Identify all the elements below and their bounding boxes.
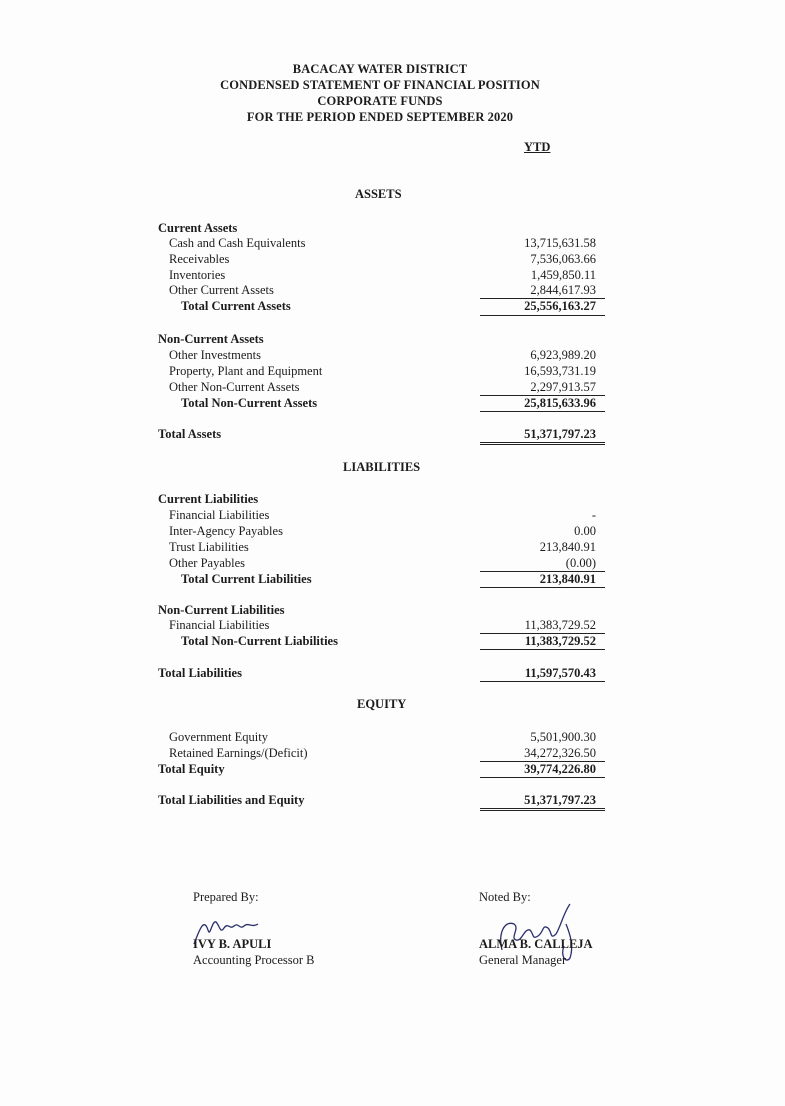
line-item-label: Other Non-Current Assets <box>169 380 300 394</box>
line-item-amount: 7,536,063.66 <box>530 252 596 266</box>
line-item-label: Other Investments <box>169 348 261 362</box>
subtotal-amount: 25,556,163.27 <box>524 299 596 313</box>
grand-total-amount: 51,371,797.23 <box>524 793 596 807</box>
subtotal-label: Total Current Assets <box>181 299 291 313</box>
subtotal-amount: 25,815,633.96 <box>524 396 596 410</box>
total-liabilities-amount: 11,597,570.43 <box>524 666 596 680</box>
column-header-ytd: YTD <box>524 140 551 154</box>
line-item-label: Inventories <box>169 268 226 282</box>
total-equity-amount: 39,774,226.80 <box>524 762 596 776</box>
group-label-current-assets: Current Assets <box>158 221 238 235</box>
preparer-title: Accounting Processor B <box>193 953 315 967</box>
line-item-label: Retained Earnings/(Deficit) <box>169 746 308 760</box>
line-item-amount: 0.00 <box>574 524 596 538</box>
total-underline <box>480 681 605 682</box>
line-item-amount: 13,715,631.58 <box>524 236 596 250</box>
group-label-noncurrent-liabilities: Non-Current Liabilities <box>158 603 285 617</box>
section-title-equity: EQUITY <box>357 697 407 711</box>
line-item-amount: 2,844,617.93 <box>530 283 596 297</box>
line-item-label: Property, Plant and Equipment <box>169 364 323 378</box>
subtotal-underline <box>480 315 605 316</box>
line-item-amount: 2,297,913.57 <box>530 380 596 394</box>
subtotal-underline <box>480 411 605 412</box>
period-label: FOR THE PERIOD ENDED SEPTEMBER 2020 <box>246 110 514 124</box>
double-underline <box>480 808 605 811</box>
preparer-name: IVY B. APULI <box>193 937 272 951</box>
company-name: BACACAY WATER DISTRICT <box>292 62 468 76</box>
line-item-amount: 16,593,731.19 <box>524 364 596 378</box>
line-item-label: Other Current Assets <box>169 283 274 297</box>
line-item-label: Other Payables <box>169 556 246 570</box>
subtotal-label: Total Non-Current Liabilities <box>181 634 338 648</box>
subtotal-label: Total Non-Current Assets <box>181 396 318 410</box>
grand-total-label: Total Liabilities and Equity <box>158 793 305 807</box>
subtotal-underline <box>480 777 605 778</box>
line-item-amount: 5,501,900.30 <box>530 730 596 744</box>
line-item-label: Financial Liabilities <box>169 618 270 632</box>
line-item-label: Government Equity <box>169 730 268 744</box>
line-item-amount: 213,840.91 <box>539 540 596 554</box>
line-item-amount: (0.00) <box>565 556 596 570</box>
group-label-current-liabilities: Current Liabilities <box>158 492 259 506</box>
double-underline <box>480 442 605 445</box>
prepared-by-caption: Prepared By: <box>193 890 259 904</box>
noter-name: ALMA B. CALLEJA <box>479 937 593 951</box>
fund-type: CORPORATE FUNDS <box>317 94 443 108</box>
noted-by-caption: Noted By: <box>479 890 531 904</box>
line-item-amount: 11,383,729.52 <box>524 618 596 632</box>
subtotal-underline <box>480 649 605 650</box>
group-label-noncurrent-assets: Non-Current Assets <box>158 332 264 346</box>
line-item-amount: 6,923,989.20 <box>530 348 596 362</box>
subtotal-underline <box>480 587 605 588</box>
statement-title: CONDENSED STATEMENT OF FINANCIAL POSITION <box>220 78 540 92</box>
line-item-amount: - <box>591 508 596 522</box>
section-title-assets: ASSETS <box>355 187 402 201</box>
section-title-liabilities: LIABILITIES <box>343 460 421 474</box>
total-equity-label: Total Equity <box>158 762 225 776</box>
line-item-label: Inter-Agency Payables <box>169 524 283 538</box>
line-item-amount: 1,459,850.11 <box>530 268 596 282</box>
subtotal-amount: 213,840.91 <box>539 572 596 586</box>
line-item-label: Cash and Cash Equivalents <box>169 236 306 250</box>
line-item-label: Financial Liabilities <box>169 508 270 522</box>
subtotal-label: Total Current Liabilities <box>181 572 312 586</box>
line-item-label: Trust Liabilities <box>169 540 249 554</box>
total-assets-amount: 51,371,797.23 <box>524 427 596 441</box>
line-item-amount: 34,272,326.50 <box>524 746 596 760</box>
line-item-label: Receivables <box>169 252 230 266</box>
total-liabilities-label: Total Liabilities <box>158 666 242 680</box>
total-assets-label: Total Assets <box>158 427 222 441</box>
subtotal-amount: 11,383,729.52 <box>524 634 596 648</box>
noter-title: General Manager <box>479 953 567 967</box>
